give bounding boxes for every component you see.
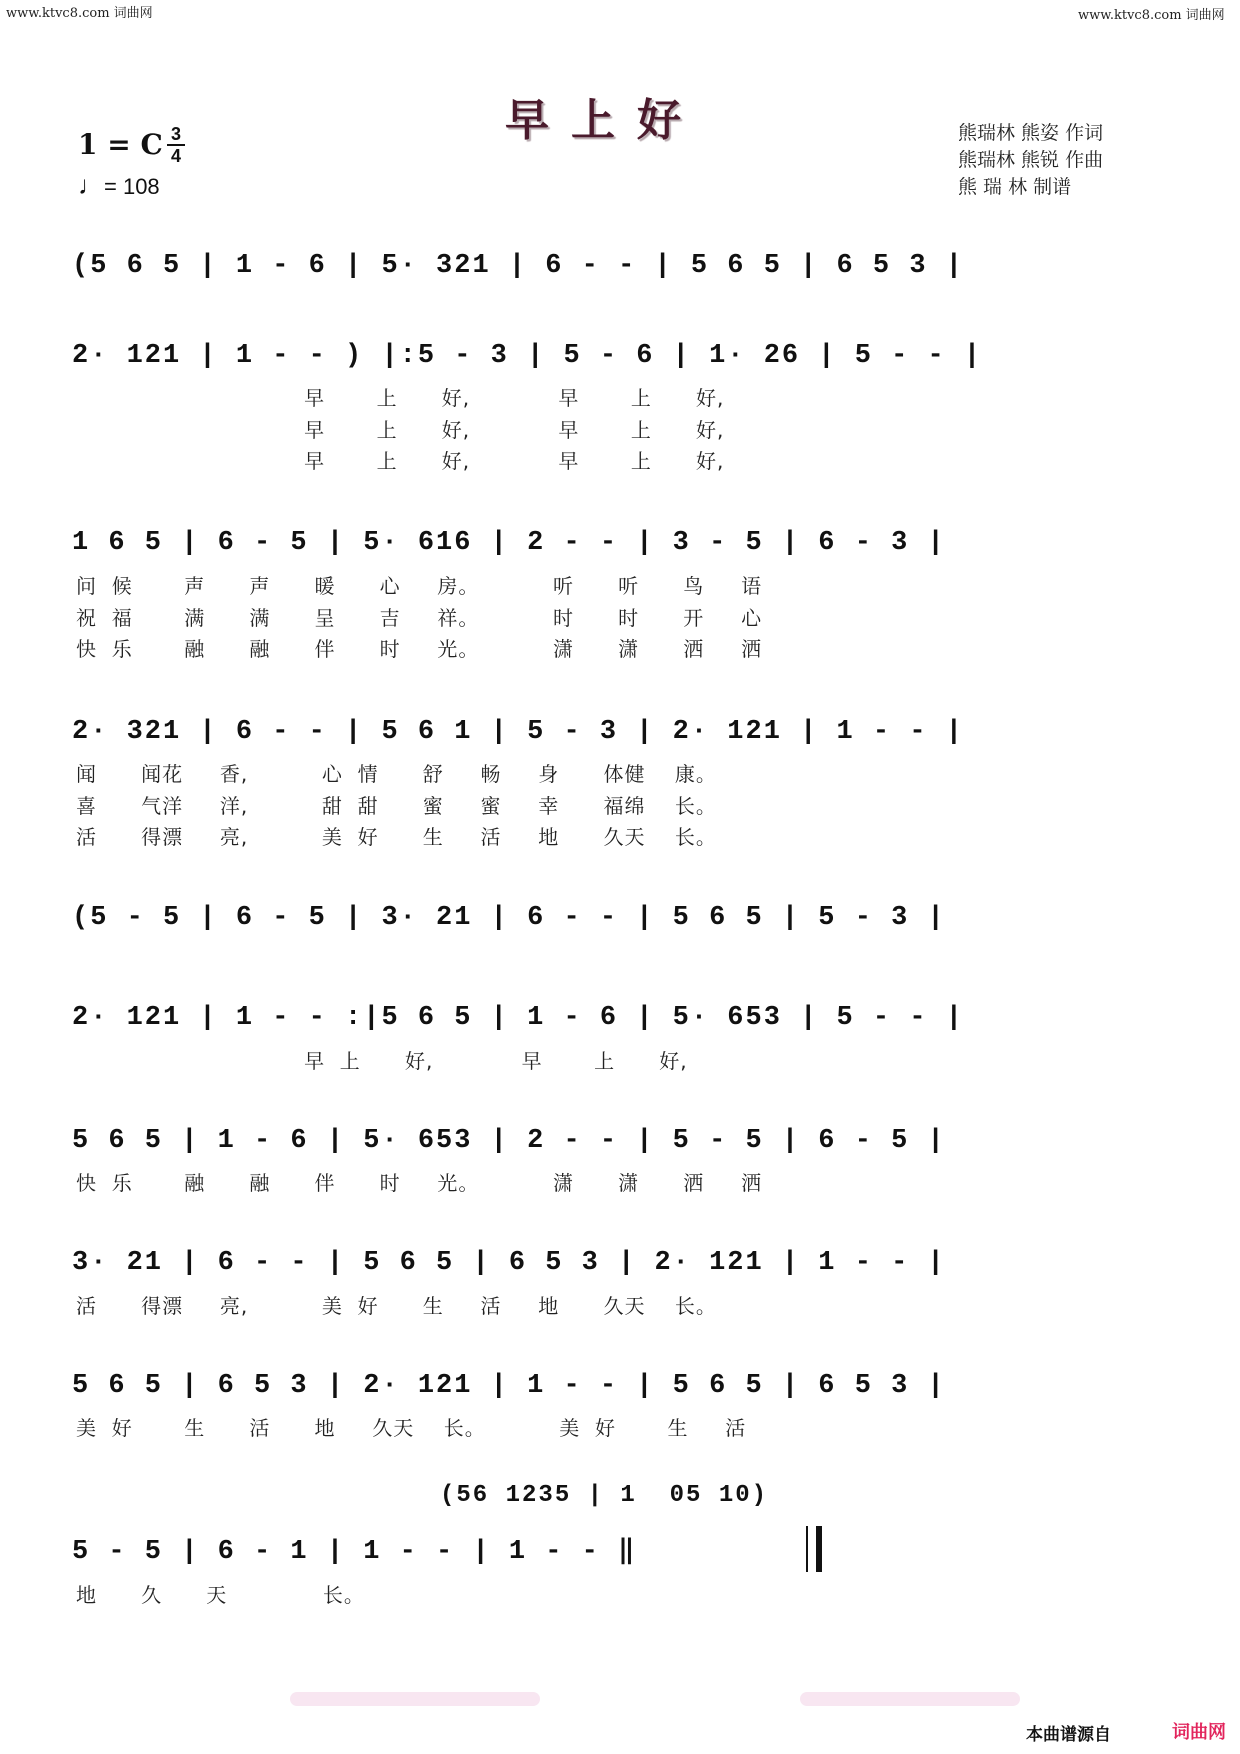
- credit-transcriber: 熊 瑞 林 制谱: [958, 176, 1072, 198]
- footer-logo[interactable]: 词曲网: [1172, 1722, 1226, 1743]
- tempo-value: = 108: [104, 174, 160, 199]
- coda-instrumental: (56 1235 | 1 05 10): [440, 1482, 769, 1509]
- final-barline-thick: [816, 1526, 822, 1572]
- lyric-line: 活 得漂 亮, 美 好 生 活 地 久天 长。: [76, 1294, 717, 1318]
- lyric-line: 问 候 声 声 暖 心 房。 听 听 鸟 语: [76, 574, 763, 598]
- credit-composer: 熊瑞林 熊锐 作曲: [958, 149, 1104, 171]
- lyric-line: 早 上 好, 早 上 好,: [76, 418, 725, 442]
- time-signature-bottom: 4: [170, 146, 181, 166]
- lyric-line: 早 上 好, 早 上 好,: [76, 449, 725, 473]
- footer-source-label: 本曲谱源自: [1026, 1725, 1111, 1745]
- lyric-line: 喜 气洋 洋, 甜 甜 蜜 蜜 幸 福绵 长。: [76, 794, 717, 818]
- decorative-smudge: [290, 1692, 540, 1706]
- lyric-line: 快 乐 融 融 伴 时 光。 潇 潇 洒 洒: [76, 1171, 763, 1195]
- decorative-smudge: [800, 1692, 1020, 1706]
- notation-line: 1 6 5 | 6 - 5 | 5· 616 | 2 - - | 3 - 5 | 6 - 3 |: [72, 528, 946, 558]
- notation-line: (5 - 5 | 6 - 5 | 3· 21 | 6 - - | 5 6 5 | 5 - 3 |: [72, 903, 946, 933]
- quarter-note-icon: ♩: [78, 170, 104, 200]
- song-title: 早上好: [505, 95, 703, 146]
- tempo-marking: [78, 170, 160, 201]
- notation-line: 2· 121 | 1 - - :|5 6 5 | 1 - 6 | 5· 653 | 5 - - |: [72, 1003, 964, 1033]
- notation-line: 5 - 5 | 6 - 1 | 1 - - | 1 - - ‖: [72, 1537, 637, 1567]
- lyric-line: 地 久 天 长。: [76, 1583, 365, 1607]
- lyric-line: 活 得漂 亮, 美 好 生 活 地 久天 长。: [76, 825, 717, 849]
- notation-line: 5 6 5 | 1 - 6 | 5· 653 | 2 - - | 5 - 5 | 6 - 5 |: [72, 1126, 946, 1156]
- notation-line: 2· 121 | 1 - - ) |:5 - 3 | 5 - 6 | 1· 26 | 5 - - |: [72, 341, 983, 371]
- notation-line: 5 6 5 | 6 5 3 | 2· 121 | 1 - - | 5 6 5 | 6 5 3 |: [72, 1371, 946, 1401]
- notation-line: 2· 321 | 6 - - | 5 6 1 | 5 - 3 | 2· 121 | 1 - - |: [72, 717, 964, 747]
- lyric-line: 快 乐 融 融 伴 时 光。 潇 潇 洒 洒: [76, 637, 763, 661]
- notation-line: (5 6 5 | 1 - 6 | 5· 321 | 6 - - | 5 6 5 | 6 5 3 |: [72, 251, 964, 281]
- time-signature-top: 3: [170, 124, 181, 144]
- site-watermark-left[interactable]: www.ktvc8.com 词曲网: [6, 6, 153, 21]
- key-signature: 1 = C: [78, 128, 163, 161]
- lyric-line: 祝 福 满 满 呈 吉 祥。 时 时 开 心: [76, 606, 763, 630]
- lyric-line: 美 好 生 活 地 久天 长。 美 好 生 活: [76, 1416, 747, 1440]
- time-signature: [166, 124, 186, 166]
- notation-line: 3· 21 | 6 - - | 5 6 5 | 6 5 3 | 2· 121 | 1 - - |: [72, 1248, 946, 1278]
- credit-lyricist: 熊瑞林 熊姿 作词: [958, 122, 1104, 144]
- lyric-line: 早 上 好, 早 上 好,: [76, 1049, 688, 1073]
- lyric-line: 早 上 好, 早 上 好,: [76, 386, 725, 410]
- site-watermark-right[interactable]: www.ktvc8.com 词曲网: [1078, 8, 1225, 23]
- final-barline-thin: [806, 1526, 808, 1572]
- lyric-line: 闻 闻花 香, 心 情 舒 畅 身 体健 康。: [76, 762, 717, 786]
